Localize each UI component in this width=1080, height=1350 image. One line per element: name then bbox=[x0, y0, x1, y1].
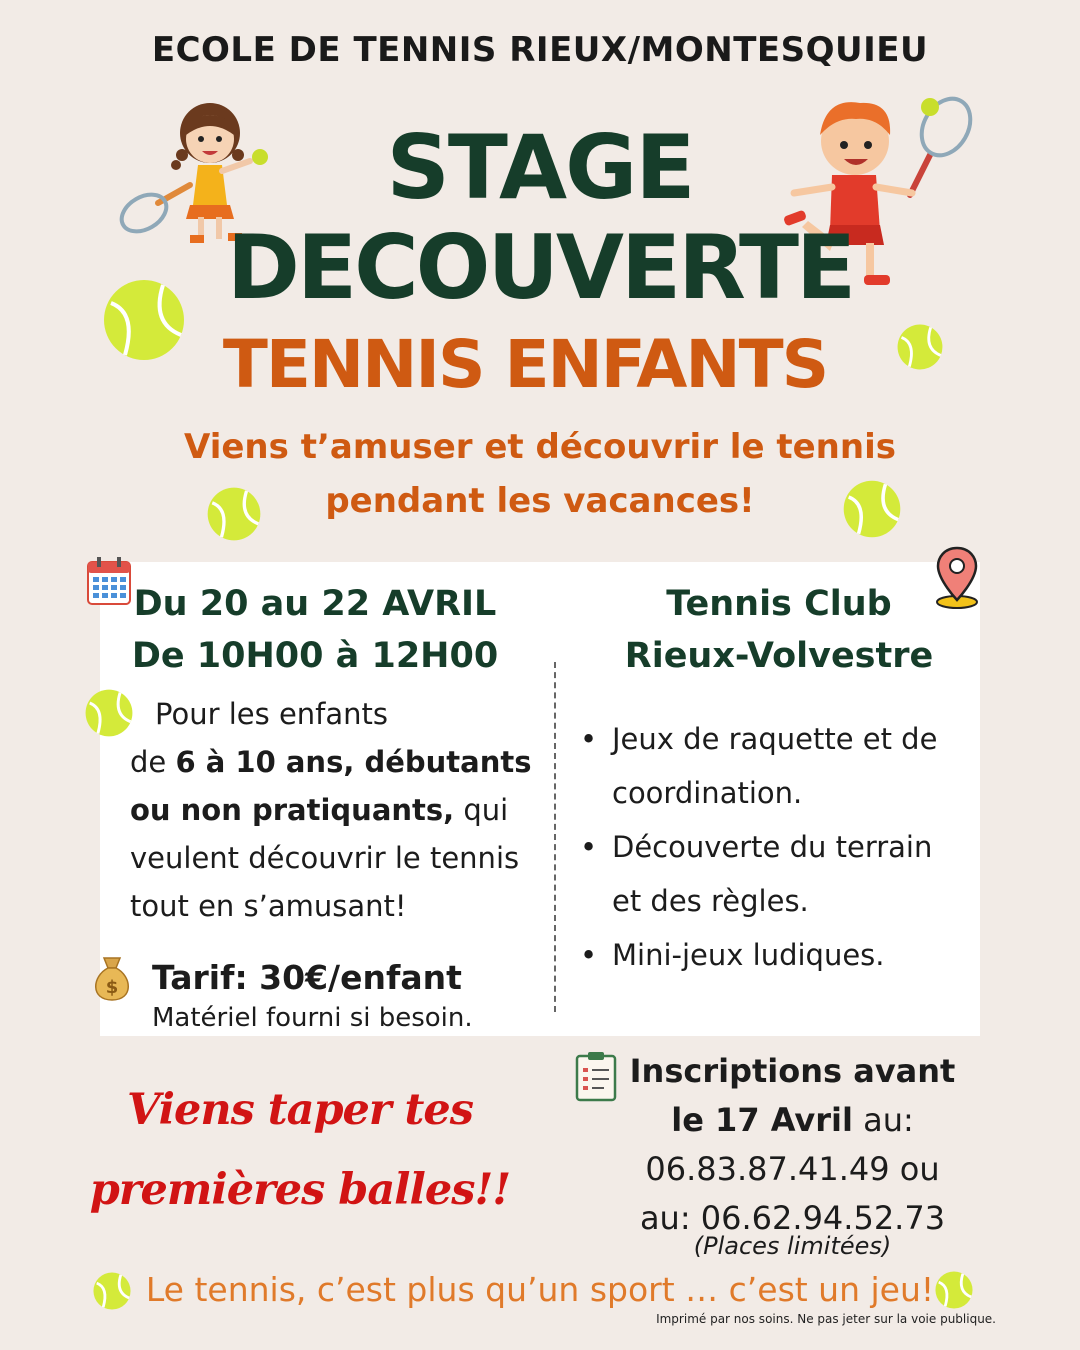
money-bag-icon bbox=[88, 954, 136, 1004]
tennis-ball-icon bbox=[897, 324, 943, 370]
subtitle bbox=[0, 420, 1080, 528]
activities-list bbox=[580, 712, 970, 982]
title-stage: STAGE bbox=[386, 116, 694, 219]
audience-line5: tout en s’amusant! bbox=[130, 889, 407, 923]
tennis-ball-icon bbox=[103, 279, 185, 361]
club-name-line2: Rieux-Volvestre bbox=[624, 636, 934, 676]
registration-block bbox=[620, 1047, 965, 1243]
call-to-action bbox=[70, 1070, 530, 1230]
limited-places-note: (Places limitées) bbox=[693, 1232, 892, 1260]
tennis-ball-icon bbox=[85, 689, 133, 737]
cta-line1: Viens taper tes bbox=[127, 1085, 473, 1135]
registration-au: au: bbox=[852, 1101, 914, 1139]
dates-text: Du 20 au 22 AVRIL bbox=[133, 584, 497, 624]
card-divider bbox=[554, 662, 556, 1012]
title-decouverte: DECOUVERTE bbox=[226, 216, 854, 319]
print-notice: Imprimé par nos soins. Ne pas jeter sur la voie publique. bbox=[656, 1312, 996, 1326]
audience-qui: qui bbox=[454, 793, 509, 827]
subtitle-line1: Viens t’amuser et découvrir le tennis bbox=[184, 427, 896, 467]
club-block bbox=[590, 578, 968, 682]
list-item: • Jeux de raquette et de coordination. bbox=[580, 712, 970, 820]
registration-line1 bbox=[620, 1047, 965, 1096]
equipment-note: Matériel fourni si besoin. bbox=[152, 1003, 473, 1033]
svg-text:$: $ bbox=[105, 977, 119, 998]
registration-line2 bbox=[620, 1096, 965, 1145]
audience-de: de bbox=[130, 745, 176, 779]
audience-level: ou non pratiquants, bbox=[130, 793, 455, 827]
club-name-line1: Tennis Club bbox=[666, 584, 892, 624]
list-item: • Découverte du terrain et des règles. bbox=[580, 820, 970, 928]
audience-line4: veulent découvrir le tennis bbox=[130, 841, 520, 875]
audience-line1: Pour les enfants bbox=[155, 697, 389, 731]
dates-block bbox=[110, 578, 520, 682]
cta-line2: premières balles!! bbox=[89, 1165, 511, 1215]
registration-deadline: le 17 Avril bbox=[671, 1101, 853, 1139]
price-text: Tarif: 30€/enfant bbox=[152, 958, 462, 997]
phone-number-1: 06.83.87.41.49 ou bbox=[645, 1150, 940, 1188]
title-tennis-enfants: TENNIS ENFANTS bbox=[222, 326, 828, 403]
audience-age-range: 6 à 10 ans, débutants bbox=[175, 745, 532, 779]
school-name: ECOLE DE TENNIS RIEUX/MONTESQUIEU bbox=[151, 30, 929, 70]
clipboard-icon bbox=[574, 1050, 618, 1102]
phone-number-2: au: 06.62.94.52.73 bbox=[639, 1199, 946, 1237]
registration-heading: Inscriptions avant bbox=[629, 1052, 956, 1090]
audience-text bbox=[130, 690, 540, 930]
slogan: Le tennis, c’est plus qu’un sport … c’est un jeu! bbox=[145, 1270, 935, 1309]
audience-line2 bbox=[130, 738, 540, 786]
audience-line3 bbox=[130, 786, 540, 834]
list-item: • Mini-jeux ludiques. bbox=[580, 928, 970, 982]
hours-text: De 10H00 à 12H00 bbox=[131, 636, 499, 676]
subtitle-line2: pendant les vacances! bbox=[325, 481, 755, 521]
